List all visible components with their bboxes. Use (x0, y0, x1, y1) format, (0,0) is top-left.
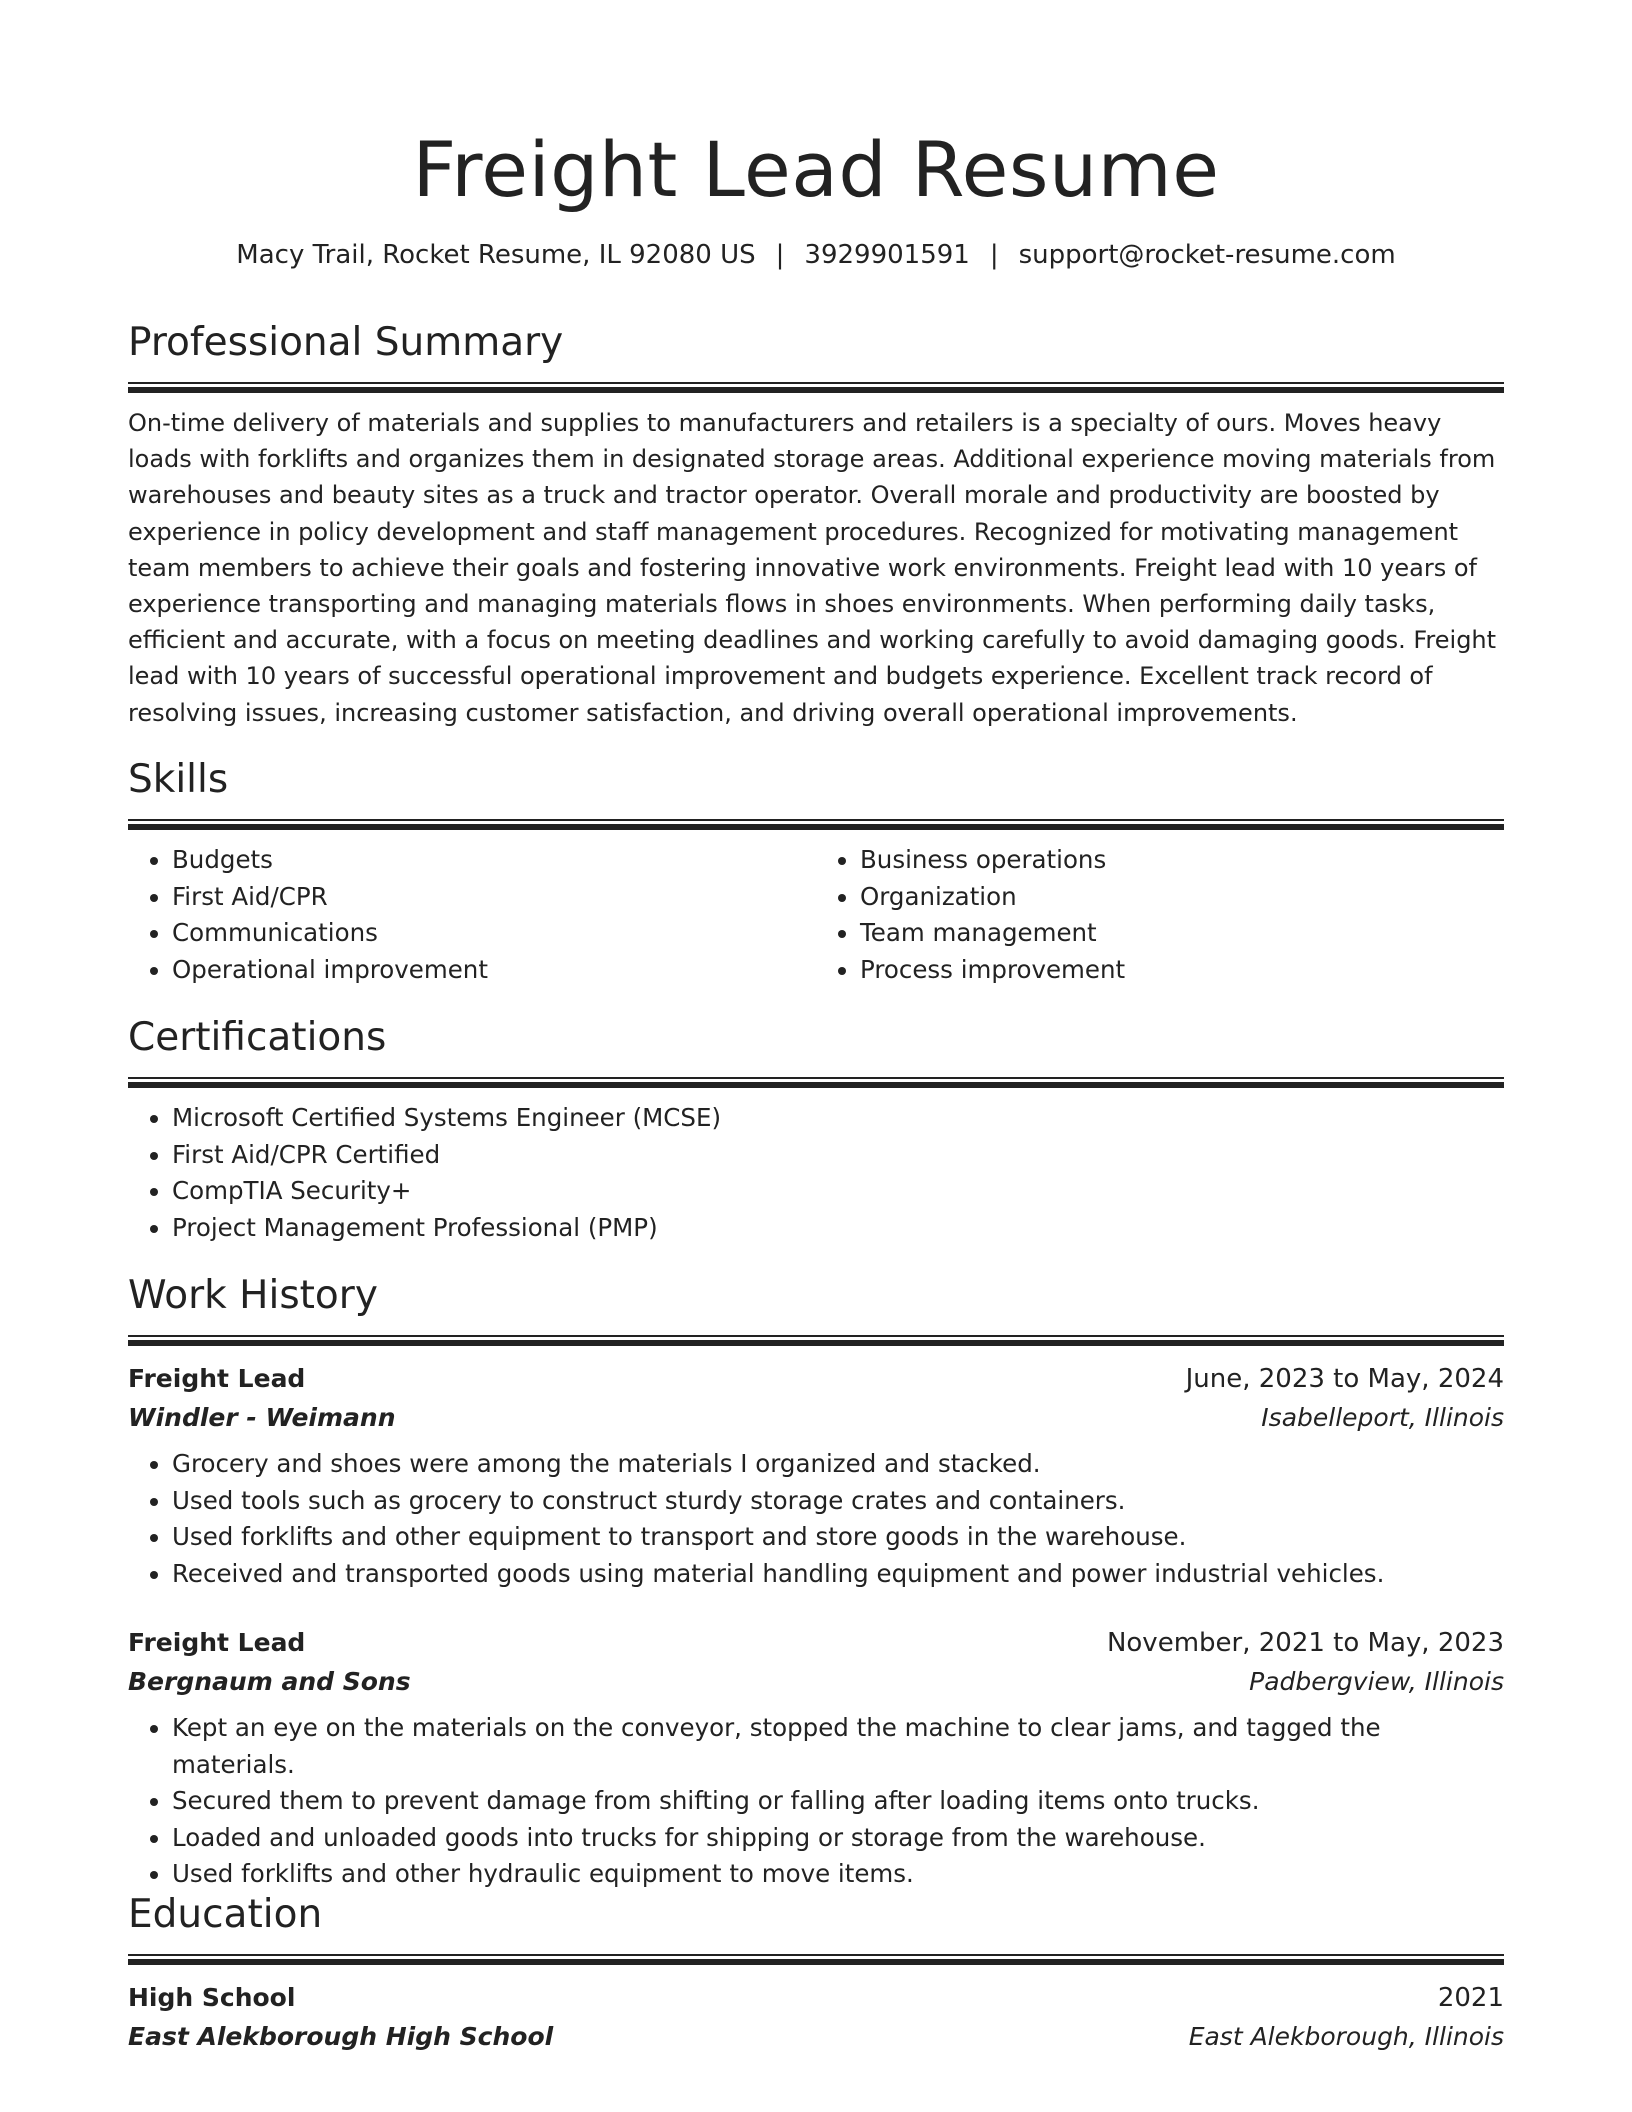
section-divider (128, 382, 1504, 393)
job-company-row (128, 1662, 1504, 1702)
skill-item: • Business operations (860, 842, 1504, 879)
job-dates: November, 2021 to May, 2023 (1106, 1628, 1504, 1658)
job-bullet: • Used tools such as grocery to construct sturdy storage crates and containers. (172, 1483, 1504, 1520)
skill-item: • Process improvement (860, 952, 1504, 989)
education-section (128, 1890, 1504, 2057)
section-heading: Professional Summary (128, 320, 564, 365)
job-bullet: • Used forklifts and other hydraulic equipment to move items. (172, 1856, 1504, 1893)
job-bullet: • Kept an eye on the materials on the conveyor, stopped the machine to clear jams, and tagged the materials. (172, 1710, 1504, 1783)
skill-item: • Budgets (172, 842, 816, 879)
professional-summary-section (128, 318, 1504, 731)
job-company-row (128, 1398, 1504, 1438)
job-title: Freight Lead (128, 1628, 306, 1657)
section-divider (128, 1954, 1504, 1965)
skill-item: • First Aid/CPR (172, 879, 816, 916)
education-location: East Alekborough, Illinois (1188, 2022, 1504, 2051)
certification-item: • CompTIA Security+ (172, 1173, 1504, 1210)
contact-email: support@rocket-resume.com (1018, 240, 1396, 270)
education-year: 2021 (1437, 1983, 1504, 2013)
section-divider (128, 1077, 1504, 1088)
contact-phone: 3929901591 (804, 240, 970, 270)
skills-column-left (128, 842, 816, 988)
job-bullet: • Secured them to prevent damage from shifting or falling after loading items onto trucks. (172, 1783, 1504, 1820)
job-bullet: • Grocery and shoes were among the materials I organized and stacked. (172, 1446, 1504, 1483)
certification-item: • Project Management Professional (PMP) (172, 1210, 1504, 1247)
job-entry (128, 1624, 1504, 1893)
education-header-row (128, 1979, 1504, 2017)
job-bullet: • Received and transported goods using material handling equipment and power industrial vehicles. (172, 1556, 1504, 1593)
job-bullets (128, 1710, 1504, 1893)
job-dates: June, 2023 to May, 2024 (1185, 1364, 1504, 1394)
job-bullet: • Used forklifts and other equipment to transport and store goods in the warehouse. (172, 1519, 1504, 1556)
job-entry (128, 1360, 1504, 1592)
job-header-row (128, 1624, 1504, 1662)
skill-item: • Operational improvement (172, 952, 816, 989)
job-header-row (128, 1360, 1504, 1398)
skills-grid (128, 842, 1504, 988)
resume-title: Freight Lead Resume (412, 125, 1220, 214)
job-location: Isabelleport, Illinois (1261, 1403, 1504, 1432)
job-company: Bergnaum and Sons (128, 1667, 411, 1696)
education-entry (128, 1979, 1504, 2057)
education-school-row (128, 2017, 1504, 2057)
section-heading: Education (128, 1892, 323, 1937)
education-school: East Alekborough High School (128, 2022, 554, 2051)
contact-address: Macy Trail, Rocket Resume, IL 92080 US (236, 240, 756, 270)
section-heading: Work History (128, 1273, 378, 1318)
certifications-list (128, 1100, 1504, 1246)
skills-section (128, 755, 1504, 988)
job-title: Freight Lead (128, 1364, 306, 1393)
skill-item: • Communications (172, 915, 816, 952)
section-heading: Certifications (128, 1015, 387, 1060)
certification-item: • First Aid/CPR Certified (172, 1137, 1504, 1174)
skill-item: • Team management (860, 915, 1504, 952)
job-bullets (128, 1446, 1504, 1592)
education-degree: High School (128, 1983, 296, 2012)
contact-separator: | (989, 240, 999, 270)
contact-line (128, 238, 1504, 272)
job-company: Windler - Weimann (128, 1403, 396, 1432)
certifications-section (128, 1013, 1504, 1246)
skills-column-right (816, 842, 1504, 988)
certification-item: • Microsoft Certified Systems Engineer (MCSE) (172, 1100, 1504, 1137)
section-divider (128, 1335, 1504, 1346)
summary-text: On-time delivery of materials and supplies to manufacturers and retailers is a specialty of ours. Moves heavy loads with forklifts and organizes them in designated storage areas. Additional experience moving materials from warehouses and beauty sites as a truck and tractor operator. Overall morale and productivity are boosted by experience in policy development and staff management procedures. Recognized for motivating management team members to achieve their goals and fostering innovative work environments. Freight lead with 10 years of experience transporting and managing materials flows in shoes environments. When performing daily tasks, efficient and accurate, with a focus on meeting deadlines and working carefully to avoid damaging goods. Freight lead with 10 years of successful operational improvement and budgets experience. Excellent track record of resolving issues, increasing customer satisfaction, and driving overall operational improvements. (128, 409, 1497, 727)
section-divider (128, 819, 1504, 830)
work-history-section (128, 1271, 1504, 1893)
job-bullet: • Loaded and unloaded goods into trucks for shipping or storage from the warehouse. (172, 1820, 1504, 1857)
skill-item: • Organization (860, 879, 1504, 916)
section-heading: Skills (128, 757, 229, 802)
contact-separator: | (775, 240, 785, 270)
job-location: Padbergview, Illinois (1249, 1667, 1504, 1696)
